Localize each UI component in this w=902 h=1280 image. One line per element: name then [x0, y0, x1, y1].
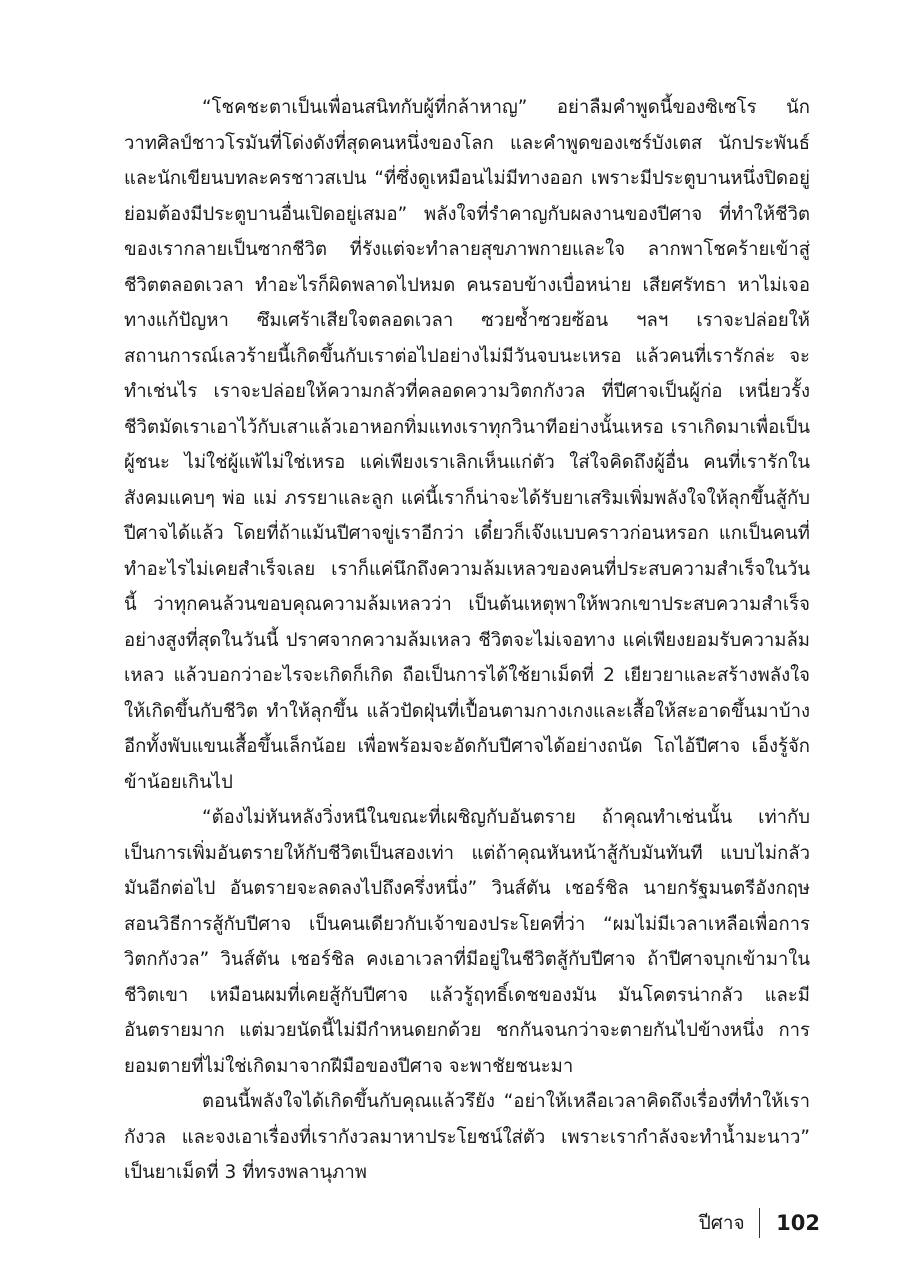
- paragraph-1: “โชคชะตาเป็นเพื่อนสนิทกับผู้ที่กล้าหาญ” อย่าลืมคำพูดนี้ของซิเซโร นักวาทศิลป์ชาวโรมันที่โด่งดังที่สุดคนหนึ่งของโลก และคำพูดของเซร์บังเตส นักประพันธ์และนักเขียนบทละครชาวสเปน “ที่ซึ่งดูเหมือนไม่มีทางออก เพราะมีประตูบานหนึ่งปิดอยู่ย่อมต้องมีประตูบานอื่นเปิดอยู่เสมอ” พลังใจที่รำคาญกับผลงานของปีศาจ ที่ทำให้ชีวิตของเรากลายเป็นซากชีวิต ที่รังแต่จะทำลายสุขภาพกายและใจ ลากพาโชคร้ายเข้าสู่ชีวิตตลอดเวลา ทำอะไรก็ผิดพลาดไปหมด คนรอบข้างเบื่อหน่าย เสียศรัทธา หาไม่เจอทางแก้ปัญหา ซึมเศร้าเสียใจตลอดเวลา ซวยซ้ำซวยซ้อน ฯลฯ เราจะปล่อยให้สถานการณ์เลวร้ายนี้เกิดขึ้นกับเราต่อไปอย่างไม่มีวันจบนะเหรอ แล้วคนที่เรารักล่ะ จะทำเช่นไร เราจะปล่อยให้ความกลัวที่คลอดความวิตกกังวล ที่ปีศาจเป็นผู้ก่อ เหนี่ยวรั้งชีวิตมัดเราเอาไว้กับเสาแล้วเอาหอกทิ่มแทงเราทุกวินาทีอย่างนั้นเหรอ เราเกิดมาเพื่อเป็นผู้ชนะ ไม่ใช่ผู้แพ้ไม่ใช่เหรอ แค่เพียงเราเลิกเห็นแก่ตัว ใส่ใจคิดถึงผู้อื่น คนที่เรารักในสังคมแคบๆ พ่อ แม่ ภรรยาและลูก แค่นี้เราก็น่าจะได้รับยาเสริมเพิ่มพลังใจให้ลุกขึ้นสู้กับปีศาจได้แล้ว โดยที่ถ้าแม้นปีศาจขู่เราอีกว่า เดี๋ยวก็เจ๊งแบบคราวก่อนหรอก แกเป็นคนที่ทำอะไรไม่เคยสำเร็จเลย เราก็แค่นึกถึงความล้มเหลวของคนที่ประสบความสำเร็จในวันนี้ ว่าทุกคนล้วนขอบคุณความล้มเหลวว่า เป็นต้นเหตุพาให้พวกเขาประสบความสำเร็จอย่างสูงที่สุดในวันนี้ ปราศจากความล้มเหลว ชีวิตจะไม่เจอทาง แค่เพียงยอมรับความล้มเหลว แล้วบอกว่าอะไรจะเกิดก็เกิด ถือเป็นการได้ใช้ยาเม็ดที่ 2 เยียวยาและสร้างพลังใจให้เกิดขึ้นกับชีวิต ทำให้ลุกขึ้น แล้วปัดฝุ่นที่เปื้อนตามกางเกงและเสื้อให้สะอาดขึ้นมาบ้าง อีกทั้งพับแขนเสื้อขึ้นเล็กน้อย เพื่อพร้อมจะอัดกับปีศาจได้อย่างถนัด โถไอ้ปีศาจ เอ็งรู้จักข้าน้อยเกินไป: [124, 97, 810, 793]
- book-title: ปีศาจ: [698, 1212, 745, 1234]
- page-footer: [699, 1205, 820, 1241]
- paragraph-2: “ต้องไม่หันหลังวิ่งหนีในขณะที่เผชิญกับอันตราย ถ้าคุณทำเช่นนั้น เท่ากับเป็นการเพิ่มอันตรายให้กับชีวิตเป็นสองเท่า แต่ถ้าคุณหันหน้าสู้กับมันทันที แบบไม่กลัวมันอีกต่อไป อันตรายจะลดลงไปถึงครึ่งหนึ่ง” วินส์ตัน เชอร์ชิล นายกรัฐมนตรีอังกฤษสอนวิธีการสู้กับปีศาจ เป็นคนเดียวกับเจ้าของประโยคที่ว่า “ผมไม่มีเวลาเหลือเพื่อการวิตกกังวล” วินส์ตัน เชอร์ชิล คงเอาเวลาที่มีอยู่ในชีวิตสู้กับปีศาจ ถ้าปีศาจบุกเข้ามาในชีวิตเขา เหมือนผมที่เคยสู้กับปีศาจ แล้วรู้ฤทธิ์เดชของมัน มันโคตรน่ากลัว และมีอันตรายมาก แต่มวยนัดนี้ไม่มีกำหนดยกด้วย ชกกันจนกว่าจะตายกันไปข้างหนึ่ง การยอมตายที่ไม่ใช่เกิดมาจากฝีมือของปีศาจ จะพาชัยชนะมา: [124, 807, 810, 1077]
- footer-divider: [759, 1208, 761, 1238]
- page-number: 102: [776, 1211, 820, 1235]
- paragraph-3: ตอนนี้พลังใจได้เกิดขึ้นกับคุณแล้วรึยัง “อย่าให้เหลือเวลาคิดถึงเรื่องที่ทำให้เรากังวล และจงเอาเรื่องที่เรากังวลมาหาประโยชน์ใส่ตัว เพราะเรากำลังจะทำน้ำมะนาว” เป็นยาเม็ดที่ 3 ที่ทรงพลานุภาพ: [124, 1091, 810, 1183]
- body-text: [124, 90, 810, 1191]
